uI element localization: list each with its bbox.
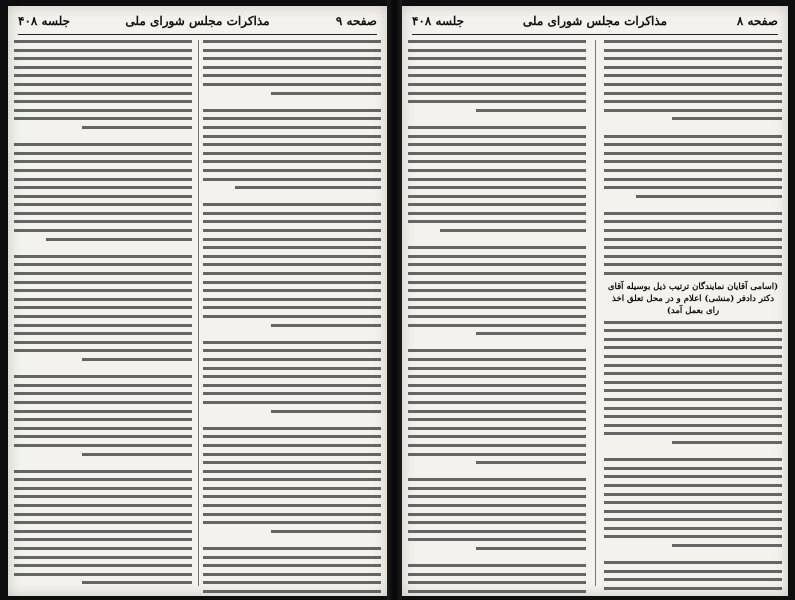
right-page-left-column	[408, 40, 586, 588]
text-line	[14, 349, 192, 352]
text-line	[14, 315, 192, 318]
text-line	[604, 263, 782, 266]
text-line	[408, 126, 586, 129]
text-line	[408, 135, 586, 138]
text-line	[14, 375, 192, 378]
text-line	[604, 66, 782, 69]
text-line	[203, 453, 381, 456]
right-page-header	[412, 14, 778, 32]
text-line	[14, 212, 192, 215]
text-line	[82, 453, 192, 456]
text-line	[408, 470, 586, 473]
left-page	[8, 6, 387, 596]
text-line	[203, 573, 381, 576]
text-line	[14, 538, 192, 541]
text-line	[14, 324, 192, 327]
text-line	[476, 547, 586, 550]
text-line	[203, 401, 381, 404]
bold-heading: (اسامی آقایان نمایندگان ترتیب ذیل بوسیله آقای دکتر دادفر (منشی) اعلام و در محل تعلق اخذ رای بعمل آمد)	[607, 281, 779, 316]
text-line	[82, 126, 192, 129]
text-line	[408, 238, 586, 241]
text-line	[604, 527, 782, 530]
text-line	[604, 501, 782, 504]
left-session-label: جلسه ۴۰۸	[18, 14, 71, 28]
right-header-rule	[412, 34, 778, 35]
text-line	[672, 544, 782, 547]
left-page-header	[18, 14, 377, 32]
text-line	[14, 410, 192, 413]
text-line	[203, 495, 381, 498]
text-line	[14, 246, 192, 249]
text-line	[604, 109, 782, 112]
text-line	[203, 100, 381, 103]
text-line	[14, 186, 192, 189]
text-line	[203, 272, 381, 275]
text-line	[408, 195, 586, 198]
text-line	[604, 338, 782, 341]
text-line	[14, 564, 192, 567]
text-line	[14, 513, 192, 516]
text-line	[604, 160, 782, 163]
text-line	[604, 92, 782, 95]
left-header-rule	[18, 34, 377, 35]
text-line	[14, 504, 192, 507]
text-line	[203, 178, 381, 181]
text-line	[604, 561, 782, 564]
text-line	[604, 364, 782, 367]
text-line	[14, 478, 192, 481]
text-line	[203, 83, 381, 86]
text-line	[14, 401, 192, 404]
text-line	[14, 298, 192, 301]
text-line	[14, 487, 192, 490]
text-line	[82, 358, 192, 361]
text-line	[604, 229, 782, 232]
text-line	[14, 49, 192, 52]
text-line	[203, 521, 381, 524]
text-line	[203, 74, 381, 77]
text-line	[408, 143, 586, 146]
text-line	[408, 100, 586, 103]
text-line	[408, 272, 586, 275]
text-line	[14, 461, 192, 464]
right-page-right-column	[604, 40, 782, 588]
text-line	[14, 40, 192, 43]
text-line	[203, 263, 381, 266]
text-line	[203, 461, 381, 464]
text-line	[14, 435, 192, 438]
text-line	[14, 143, 192, 146]
text-line	[604, 238, 782, 241]
text-line	[604, 493, 782, 496]
text-line	[408, 556, 586, 559]
text-line	[203, 427, 381, 430]
text-line	[203, 341, 381, 344]
text-line	[408, 324, 586, 327]
text-line	[14, 263, 192, 266]
text-line	[235, 186, 381, 189]
text-line	[408, 178, 586, 181]
text-line	[604, 415, 782, 418]
text-line	[203, 203, 381, 206]
text-line	[203, 109, 381, 112]
text-line	[14, 444, 192, 447]
text-line	[672, 117, 782, 120]
right-page-number: صفحه ۸	[736, 14, 778, 28]
text-line	[408, 203, 586, 206]
text-line	[604, 355, 782, 358]
text-line	[408, 341, 586, 344]
text-line	[14, 229, 192, 232]
text-line	[408, 453, 586, 456]
text-line	[203, 66, 381, 69]
text-line	[203, 40, 381, 43]
text-line	[476, 332, 586, 335]
text-line	[203, 384, 381, 387]
text-line	[14, 160, 192, 163]
text-line	[14, 556, 192, 559]
text-line	[203, 255, 381, 258]
text-line	[408, 401, 586, 404]
text-line	[203, 57, 381, 60]
text-line	[604, 272, 782, 275]
text-line	[604, 484, 782, 487]
text-line	[203, 212, 381, 215]
text-line	[604, 100, 782, 103]
text-line	[604, 321, 782, 324]
text-line	[14, 255, 192, 258]
text-line	[604, 381, 782, 384]
text-line	[408, 160, 586, 163]
text-line	[604, 220, 782, 223]
text-line	[14, 384, 192, 387]
text-line	[14, 367, 192, 370]
left-page-left-column	[14, 40, 192, 588]
text-line	[203, 538, 381, 541]
text-line	[14, 289, 192, 292]
text-line	[203, 220, 381, 223]
text-line	[604, 398, 782, 401]
text-line	[14, 573, 192, 576]
text-line	[408, 92, 586, 95]
text-line	[46, 238, 192, 241]
text-line	[408, 581, 586, 584]
text-line	[408, 255, 586, 258]
text-line	[203, 435, 381, 438]
text-line	[408, 478, 586, 481]
text-line	[203, 581, 381, 584]
text-line	[604, 178, 782, 181]
text-line	[604, 518, 782, 521]
text-line	[203, 238, 381, 241]
text-line	[408, 220, 586, 223]
text-line	[440, 229, 586, 232]
text-line	[408, 212, 586, 215]
right-page	[402, 6, 788, 596]
text-line	[14, 83, 192, 86]
text-line	[203, 513, 381, 516]
text-line	[271, 410, 381, 413]
text-line	[604, 578, 782, 581]
text-line	[408, 298, 586, 301]
text-line	[203, 135, 381, 138]
text-line	[203, 169, 381, 172]
text-line	[203, 152, 381, 155]
text-line	[408, 152, 586, 155]
text-line	[203, 564, 381, 567]
text-line	[604, 203, 782, 206]
text-line	[604, 424, 782, 427]
text-line	[203, 49, 381, 52]
book-gutter	[387, 0, 402, 600]
right-running-title: مذاکرات مجلس شورای ملی	[522, 14, 668, 28]
text-line	[604, 169, 782, 172]
text-line	[604, 57, 782, 60]
text-line	[408, 349, 586, 352]
text-line	[604, 432, 782, 435]
text-line	[408, 74, 586, 77]
text-line	[604, 389, 782, 392]
text-line	[203, 315, 381, 318]
text-line	[408, 495, 586, 498]
text-line	[408, 564, 586, 567]
text-line	[14, 178, 192, 181]
text-line	[408, 435, 586, 438]
text-line	[604, 329, 782, 332]
text-line	[408, 590, 586, 593]
text-line	[203, 332, 381, 335]
text-line	[604, 553, 782, 556]
text-line	[604, 450, 782, 453]
text-line	[408, 530, 586, 533]
text-line	[14, 470, 192, 473]
text-line	[408, 538, 586, 541]
text-line	[14, 341, 192, 344]
text-line	[604, 372, 782, 375]
text-line	[14, 66, 192, 69]
text-line	[203, 478, 381, 481]
text-line	[14, 135, 192, 138]
text-line	[203, 444, 381, 447]
text-line	[14, 306, 192, 309]
text-line	[408, 384, 586, 387]
text-line	[14, 281, 192, 284]
text-line	[14, 169, 192, 172]
text-line	[14, 152, 192, 155]
text-line	[14, 203, 192, 206]
text-line	[203, 556, 381, 559]
text-line	[604, 152, 782, 155]
text-line	[408, 392, 586, 395]
text-line	[408, 49, 586, 52]
text-line	[203, 392, 381, 395]
text-line	[203, 367, 381, 370]
text-line	[203, 487, 381, 490]
text-line	[604, 587, 782, 590]
left-page-right-column	[203, 40, 381, 588]
text-line	[604, 535, 782, 538]
text-line	[408, 521, 586, 524]
text-line	[408, 487, 586, 490]
text-line	[408, 57, 586, 60]
text-line	[203, 590, 381, 593]
text-line	[203, 306, 381, 309]
text-line	[14, 220, 192, 223]
left-page-number: صفحه ۹	[335, 14, 377, 28]
text-line	[604, 346, 782, 349]
text-line	[408, 66, 586, 69]
text-line	[14, 57, 192, 60]
text-line	[604, 126, 782, 129]
text-line	[82, 581, 192, 584]
text-line	[604, 212, 782, 215]
text-line	[203, 298, 381, 301]
text-line	[14, 530, 192, 533]
text-line	[408, 358, 586, 361]
text-line	[408, 444, 586, 447]
text-line	[14, 392, 192, 395]
text-line	[476, 461, 586, 464]
left-running-title: مذاکرات مجلس شورای ملی	[125, 14, 270, 28]
text-line	[203, 143, 381, 146]
text-line	[408, 186, 586, 189]
text-line	[408, 40, 586, 43]
text-line	[14, 195, 192, 198]
text-line	[408, 117, 586, 120]
text-line	[14, 272, 192, 275]
text-line	[271, 530, 381, 533]
text-line	[203, 160, 381, 163]
text-line	[408, 281, 586, 284]
text-line	[14, 332, 192, 335]
text-line	[408, 289, 586, 292]
text-line	[604, 49, 782, 52]
text-line	[672, 441, 782, 444]
text-line	[604, 74, 782, 77]
text-line	[203, 289, 381, 292]
text-line	[14, 521, 192, 524]
text-line	[203, 349, 381, 352]
text-line	[203, 195, 381, 198]
text-line	[604, 246, 782, 249]
text-line	[604, 143, 782, 146]
text-line	[271, 92, 381, 95]
text-line	[203, 281, 381, 284]
right-session-label: جلسه ۴۰۸	[412, 14, 465, 28]
text-line	[604, 570, 782, 573]
text-line	[14, 92, 192, 95]
text-line	[203, 246, 381, 249]
text-line	[604, 83, 782, 86]
text-line	[408, 263, 586, 266]
text-line	[408, 418, 586, 421]
text-line	[203, 117, 381, 120]
text-line	[408, 573, 586, 576]
right-column-divider	[595, 40, 596, 586]
text-line	[408, 315, 586, 318]
text-line	[408, 504, 586, 507]
text-line	[604, 467, 782, 470]
text-line	[408, 169, 586, 172]
text-line	[14, 418, 192, 421]
text-line	[408, 367, 586, 370]
text-line	[408, 375, 586, 378]
text-line	[271, 324, 381, 327]
text-line	[636, 195, 782, 198]
text-line	[408, 513, 586, 516]
text-line	[203, 126, 381, 129]
text-line	[476, 109, 586, 112]
text-line	[14, 495, 192, 498]
text-line	[203, 470, 381, 473]
text-line	[604, 135, 782, 138]
text-line	[604, 475, 782, 478]
text-line	[14, 117, 192, 120]
text-line	[203, 547, 381, 550]
text-line	[14, 109, 192, 112]
text-line	[203, 375, 381, 378]
text-line	[604, 40, 782, 43]
text-line	[604, 407, 782, 410]
text-line	[408, 427, 586, 430]
text-line	[203, 358, 381, 361]
text-line	[604, 186, 782, 189]
text-line	[203, 504, 381, 507]
text-line	[14, 100, 192, 103]
text-line	[408, 410, 586, 413]
text-line	[408, 306, 586, 309]
text-line	[14, 547, 192, 550]
text-line	[408, 83, 586, 86]
text-line	[14, 427, 192, 430]
text-line	[604, 255, 782, 258]
text-line	[408, 246, 586, 249]
text-line	[203, 229, 381, 232]
text-line	[604, 458, 782, 461]
text-line	[14, 74, 192, 77]
text-line	[14, 590, 192, 593]
text-line	[203, 418, 381, 421]
left-column-divider	[198, 40, 199, 586]
text-line	[604, 510, 782, 513]
